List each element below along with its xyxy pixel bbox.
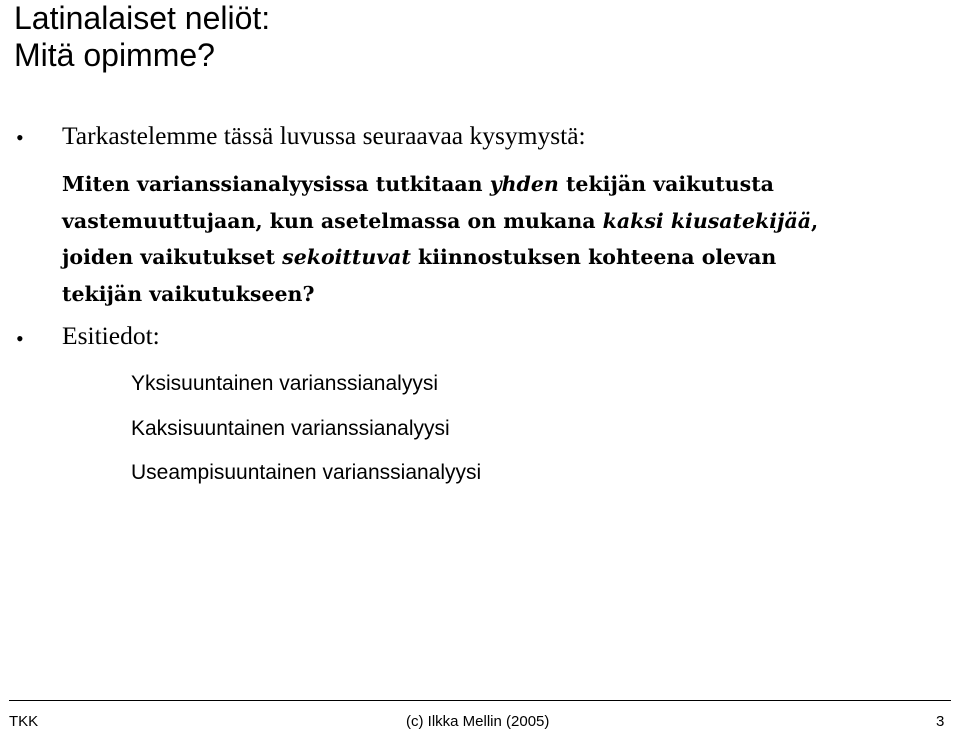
question-text-segment: kiinnostuksen kohteena olevan (410, 245, 777, 269)
question-line-3 (62, 239, 942, 276)
prerequisite-item: Yksisuuntainen varianssianalyysi (131, 372, 438, 395)
emphasis-yhden: yhden (489, 172, 559, 196)
bullet-marker: • (16, 125, 24, 150)
question-text-segment: tekijän vaikutusta (558, 172, 774, 196)
question-text-segment: , (811, 208, 819, 233)
question-line-2 (62, 203, 942, 240)
slide-title (14, 0, 270, 74)
emphasis-kaksi-kiusatekijaa: kaksi kiusatekijää (602, 208, 812, 233)
page-number: 3 (936, 713, 945, 730)
intro-text: Tarkastelemme tässä luvussa seuraavaa kysymystä: (62, 121, 586, 150)
emphasis-sekoittuvat: sekoittuvat (282, 245, 411, 269)
question-line-1 (62, 166, 942, 203)
slide-title-line-1: Latinalaiset neliöt: (14, 0, 271, 36)
footer-divider (9, 700, 951, 701)
prerequisites-label: Esitiedot: (62, 321, 160, 350)
question-text (62, 166, 942, 312)
footer-copyright: (c) Ilkka Mellin (2005) (406, 713, 550, 730)
question-text-segment: joiden vaikutukset (62, 245, 283, 269)
question-line-4: tekijän vaikutukseen? (62, 281, 315, 306)
prerequisites-list (131, 366, 481, 500)
slide-title-line-2: Mitä opimme? (14, 37, 215, 73)
bullet-marker: • (16, 326, 24, 351)
footer-institution: TKK (9, 713, 39, 730)
question-text-segment: vastemuuttujaan, kun asetelmassa on mukana (62, 208, 603, 233)
prerequisite-item: Kaksisuuntainen varianssianalyysi (131, 416, 450, 440)
prerequisite-item: Useampisuuntainen varianssianalyysi (131, 461, 482, 484)
question-text-segment: Miten varianssianalyysissa tutkitaan (62, 172, 490, 196)
